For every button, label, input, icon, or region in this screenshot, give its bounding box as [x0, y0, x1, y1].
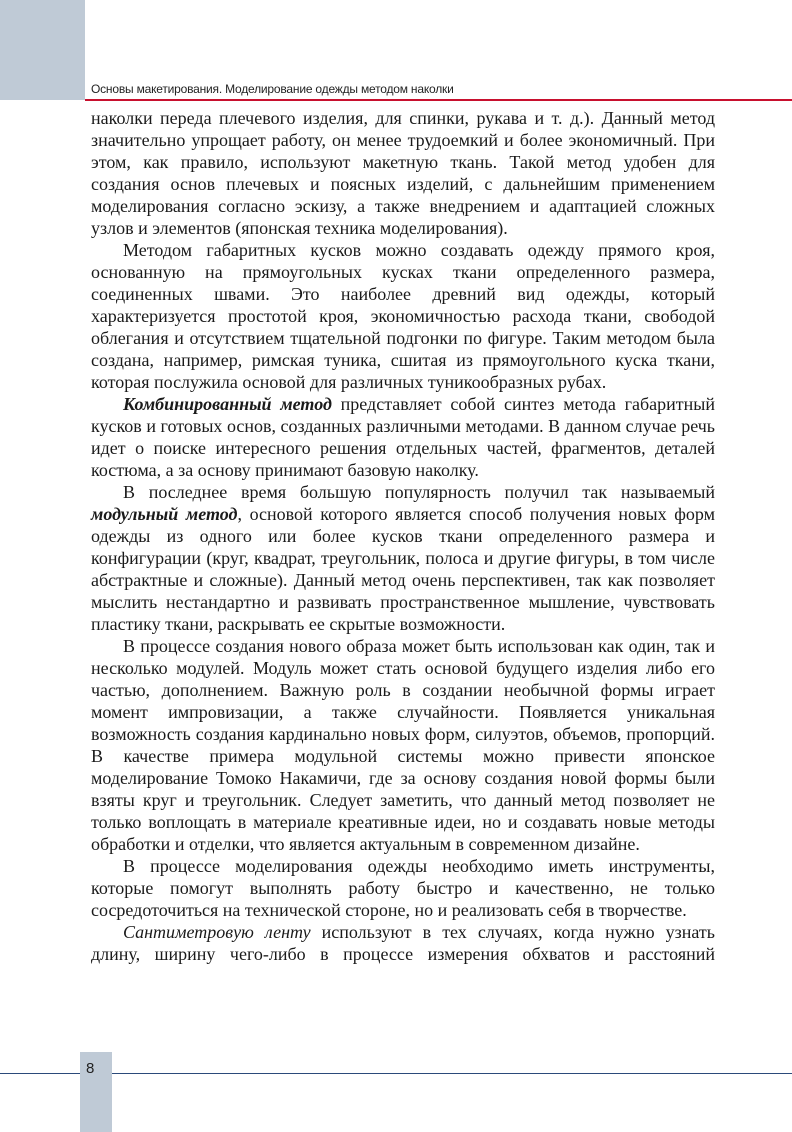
footer-color-tab [80, 1052, 112, 1132]
running-title: Основы макетирования. Моделирование одежды методом наколки [91, 82, 454, 96]
page-number: 8 [86, 1060, 95, 1077]
term-measuring-tape: Сантиметровую ленту [123, 922, 311, 942]
term-combined-method: Комбинированный метод [123, 394, 332, 414]
paragraph-2: Методом габаритных кусков можно создавать одежду прямого кроя, основанную на прямоугольных кусках ткани определенного размера, соединенных швами. Это наиболее древний вид одежды, который характеризуется простотой кроя, экономичностью расхода ткани, свободой облегания и отсутствием тщательной подгонки по фигуре. Таким методом была создана, например, римская туника, сшитая из прямоугольного куска ткани, которая послужила основой для различных туникообразных рубах. [91, 240, 715, 392]
footer-rule-left [0, 1073, 80, 1074]
paragraph-7: Сантиметровую ленту используют в тех случаях, когда нужно узнать длину, ширину чего-либо в процессе измерения обхватов и расстояний [91, 922, 715, 964]
paragraph-3: Комбинированный метод представляет собой синтез метода габаритный кусков и готовых основ, созданных различными методами. В данном случае речь идет о поиске интересного решения отдельных частей, фрагментов, деталей костюма, а за основу принимают базовую наколку. [91, 394, 715, 480]
page-body [91, 107, 715, 965]
paragraph-5: В процессе создания нового образа может быть использован как один, так и несколько модулей. Модуль может стать основой будущего изделия либо его частью, дополнением. Важную роль в создании необычной формы играет момент импровизации, а также случайности. Появляется уникальная возможность создания кардинально новых форм, силуэтов, объемов, пропорций. В качестве примера модульной системы можно привести японское моделирование Томоко Накамичи, где за основу создания новой формы были взяты круг и треугольник. Следует заметить, что данный метод позволяет не только воплощать в материале креативные идеи, но и создавать новые методы обработки и отделки, что является актуальным в современном дизайне. [91, 636, 715, 854]
header-rule [85, 99, 792, 101]
term-modular-method: модульный метод [91, 504, 238, 524]
footer-rule-right [112, 1073, 792, 1074]
paragraph-6: В процессе моделирования одежды необходимо иметь инструменты, которые помогут выполнять работу быстро и качественно, не только сосредоточиться на технической стороне, но и реализовать себя в творчестве. [91, 856, 715, 920]
paragraph-4: В последнее время большую популярность получил так называемый модульный метод, основой которого является способ получения новых форм одежды из одного или более кусков ткани определенного размера и конфигурации (круг, квадрат, треугольник, полоса и другие фигуры, в том числе абстрактные и сложные). Данный метод очень перспективен, так как позволяет мыслить нестандартно и развивать пространственное мышление, чувствовать пластику ткани, раскрывать ее скрытые возможности. [91, 482, 715, 634]
paragraph-1: наколки переда плечевого изделия, для спинки, рукава и т. д.). Данный метод значительно упрощает работу, он менее трудоемкий и более экономичный. При этом, как правило, используют макетную ткань. Такой метод удобен для создания основ плечевых и поясных изделий, с дальнейшим применением моделирования согласно эскизу, а также внедрением и адаптацией сложных узлов и элементов (японская техника моделирования). [91, 108, 715, 238]
header-color-tab [0, 0, 85, 100]
